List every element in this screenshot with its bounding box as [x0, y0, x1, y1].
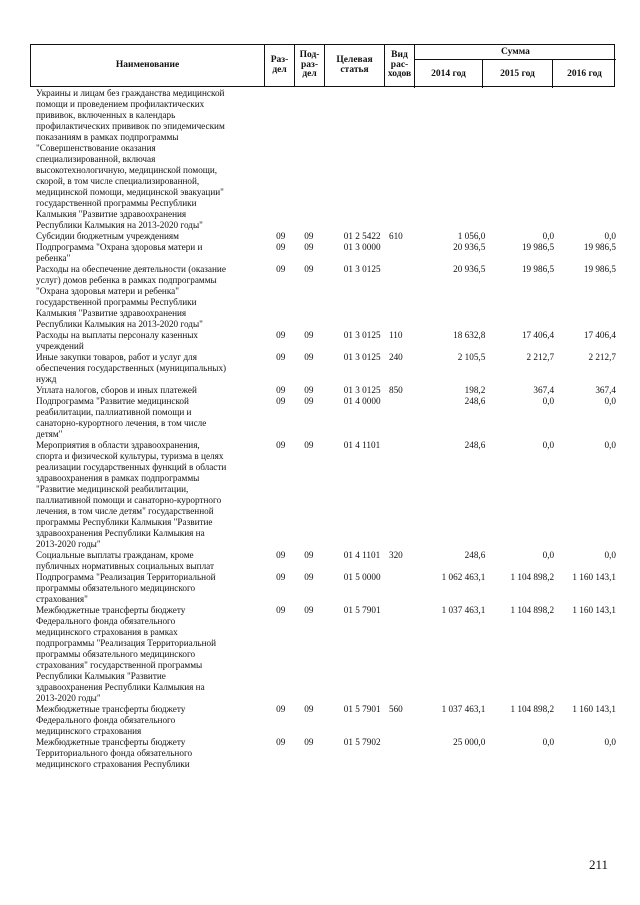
table-row: [36, 440, 616, 550]
row-target: 01 3 0125: [343, 352, 381, 362]
row-sum-2016: 0,0: [604, 550, 616, 560]
row-sum-2015: 17 406,4: [521, 330, 555, 340]
row-sum-2015: 0,0: [542, 550, 555, 560]
row-target: 01 4 1101: [343, 440, 381, 450]
header-2014: 2014 год: [414, 60, 482, 88]
table-body: [36, 88, 616, 770]
header-sum: Сумма: [414, 45, 616, 60]
table-row: [36, 264, 616, 330]
row-sum-2015: 19 986,5: [521, 242, 555, 252]
row-sum-2016: 0,0: [604, 440, 616, 450]
row-target: 01 4 0000: [343, 396, 381, 406]
row-sum-2016: 1 160 143,1: [572, 605, 616, 615]
row-razdel: 09: [276, 550, 286, 560]
row-name: Межбюджетные трансферты бюджету Федерального фонда обязательного медицинского страхования в рамках подпрограммы "Реализация Территориальной программы обязательного медицинского страхования" государственной программы Республики Калмыкия "Развитие здравоохранения Республики Калмыкия на 2013-2020 годы": [36, 605, 217, 703]
row-target: 01 5 7901: [343, 605, 381, 615]
row-sum-2016: 0,0: [604, 737, 616, 747]
table-row: [36, 737, 616, 770]
row-sum-2014: 25 000,0: [453, 737, 486, 747]
header-razdel: Раз- дел: [264, 45, 294, 86]
header-podrazdel: Под- раз- дел: [294, 45, 324, 86]
header-2015: 2015 год: [482, 60, 552, 88]
row-name: Социальные выплаты гражданам, кроме публичных нормативных социальных выплат: [36, 550, 215, 571]
row-sum-2016: 0,0: [604, 231, 616, 241]
table-row: [36, 550, 616, 572]
row-podrazdel: 09: [304, 572, 314, 582]
row-name: Украины и лицам без гражданства медицинской помощи и проведением профилактических прививок, включенных в календарь профилактических прививок по эпидемическим показаниям в рамках подпрограммы "Совершенствование оказания специализированной, включая высокотехнологичную, медицинской помощи, скорой, в том числе специализированной, медицинской помощи, медицинской эвакуации" государственной программы Республики Калмыкия "Развитие здравоохранения Республики Калмыкия на 2013-2020 годы": [36, 88, 225, 230]
header-2016: 2016 год: [552, 60, 616, 88]
row-target: 01 2 5422: [343, 231, 381, 241]
row-sum-2014: 18 632,8: [453, 330, 486, 340]
table-header: [30, 44, 615, 87]
row-razdel: 09: [276, 704, 286, 714]
row-name: Межбюджетные трансферты бюджету Федерального фонда обязательного медицинского страхования: [36, 704, 186, 736]
row-name: Расходы на выплаты персоналу казенных учреждений: [36, 330, 199, 351]
row-razdel: 09: [276, 737, 286, 747]
row-podrazdel: 09: [304, 385, 314, 395]
table-row: [36, 704, 616, 737]
row-razdel: 09: [276, 231, 286, 241]
row-target: 01 4 1101: [343, 550, 381, 560]
row-sum-2015: 367,4: [533, 385, 555, 395]
row-sum-2015: 1 104 898,2: [510, 704, 555, 714]
page-number: 211: [589, 857, 609, 872]
row-sum-2015: 19 986,5: [521, 264, 555, 274]
row-name: Мероприятия в области здравоохранения, спорта и физической культуры, туризма в целях реализации государственных функций в области здравоохранения в рамках подпрограммы "Развитие медицинской реабилитации, паллиативной помощи и санаторно-курортного лечения, в том числе детям" государственной программы Республики Калмыкия "Развитие здравоохранения Республики Калмыкия на 2013-2020 годы": [36, 440, 227, 549]
row-sum-2016: 17 406,4: [583, 330, 616, 340]
row-razdel: 09: [276, 242, 286, 252]
row-podrazdel: 09: [304, 704, 314, 714]
row-sum-2014: 198,2: [464, 385, 486, 395]
header-vid: Вид рас- ходов: [384, 45, 414, 86]
row-name: Подпрограмма "Охрана здоровья матери и ребенка": [36, 242, 203, 263]
row-sum-2014: 1 037 463,1: [441, 605, 486, 615]
table-row: [36, 572, 616, 605]
row-podrazdel: 09: [304, 242, 314, 252]
row-sum-2014: 2 105,5: [457, 352, 486, 362]
row-sum-2016: 367,4: [595, 385, 616, 395]
row-sum-2016: 1 160 143,1: [572, 572, 616, 582]
row-name: Уплата налогов, сборов и иных платежей: [36, 385, 197, 395]
row-sum-2016: 2 212,7: [588, 352, 616, 362]
row-podrazdel: 09: [304, 264, 314, 274]
table-row: [36, 385, 616, 396]
row-podrazdel: 09: [304, 396, 314, 406]
row-sum-2015: 0,0: [542, 231, 555, 241]
row-vid: 110: [388, 330, 403, 340]
row-sum-2015: 1 104 898,2: [510, 572, 555, 582]
row-name: Межбюджетные трансферты бюджету Территориального фонда обязательного медицинского страхования Республики: [36, 737, 193, 769]
table-row: [36, 242, 616, 264]
row-vid: 560: [388, 704, 403, 714]
row-target: 01 3 0125: [343, 264, 381, 274]
header-target: Целевая статья: [324, 45, 384, 86]
row-razdel: 09: [276, 352, 286, 362]
row-sum-2015: 2 212,7: [526, 352, 555, 362]
row-sum-2014: 248,6: [464, 550, 486, 560]
row-name: Подпрограмма "Реализация Территориальной программы обязательного медицинского страхования": [36, 572, 216, 604]
row-name: Субсидии бюджетным учреждениям: [36, 231, 179, 241]
table-row: [36, 330, 616, 352]
table-row: [36, 88, 616, 231]
row-sum-2014: 1 056,0: [457, 231, 486, 241]
row-podrazdel: 09: [304, 440, 314, 450]
row-podrazdel: 09: [304, 737, 314, 747]
row-target: 01 5 7901: [343, 704, 381, 714]
row-sum-2016: 19 986,5: [583, 242, 616, 252]
row-target: 01 3 0125: [343, 330, 381, 340]
row-sum-2015: 0,0: [542, 440, 555, 450]
row-name: Расходы на обеспечение деятельности (оказание услуг) домов ребенка в рамках подпрограммы "Охрана здоровья матери и ребенка" государственной программы Республики Калмыкия "Развитие здравоохранения Республики Калмыкия на 2013-2020 годы": [36, 264, 226, 329]
row-vid: 320: [388, 550, 403, 560]
header-name: Наименование: [115, 59, 180, 70]
row-sum-2014: 248,6: [464, 440, 486, 450]
row-sum-2014: 1 037 463,1: [441, 704, 486, 714]
row-sum-2016: 0,0: [604, 396, 616, 406]
row-vid: 240: [388, 352, 403, 362]
row-vid: 850: [388, 385, 403, 395]
row-razdel: 09: [276, 440, 286, 450]
table-row: [36, 396, 616, 440]
row-razdel: 09: [276, 572, 286, 582]
table-row: [36, 231, 616, 242]
row-razdel: 09: [276, 330, 286, 340]
row-razdel: 09: [276, 396, 286, 406]
row-podrazdel: 09: [304, 550, 314, 560]
row-podrazdel: 09: [304, 352, 314, 362]
row-sum-2014: 1 062 463,1: [441, 572, 486, 582]
row-name: Иные закупки товаров, работ и услуг для обеспечения государственных (муниципальных) нужд: [36, 352, 227, 384]
row-sum-2015: 1 104 898,2: [510, 605, 555, 615]
row-target: 01 5 0000: [343, 572, 381, 582]
row-razdel: 09: [276, 264, 286, 274]
row-sum-2016: 19 986,5: [583, 264, 616, 274]
row-razdel: 09: [276, 385, 286, 395]
row-podrazdel: 09: [304, 330, 314, 340]
row-target: 01 3 0000: [343, 242, 381, 252]
row-razdel: 09: [276, 605, 286, 615]
row-sum-2014: 20 936,5: [453, 264, 486, 274]
row-target: 01 5 7902: [343, 737, 381, 747]
row-sum-2015: 0,0: [542, 396, 555, 406]
row-sum-2016: 1 160 143,1: [572, 704, 616, 714]
row-sum-2014: 248,6: [464, 396, 486, 406]
row-podrazdel: 09: [304, 605, 314, 615]
row-sum-2014: 20 936,5: [453, 242, 486, 252]
row-name: Подпрограмма "Развитие медицинской реабилитации, паллиативной помощи и санаторно-курортного лечения, в том числе детям": [36, 396, 207, 439]
row-target: 01 3 0125: [343, 385, 381, 395]
table-row: [36, 352, 616, 385]
row-sum-2015: 0,0: [542, 737, 555, 747]
table-row: [36, 605, 616, 704]
row-podrazdel: 09: [304, 231, 314, 241]
row-vid: 610: [388, 231, 403, 241]
